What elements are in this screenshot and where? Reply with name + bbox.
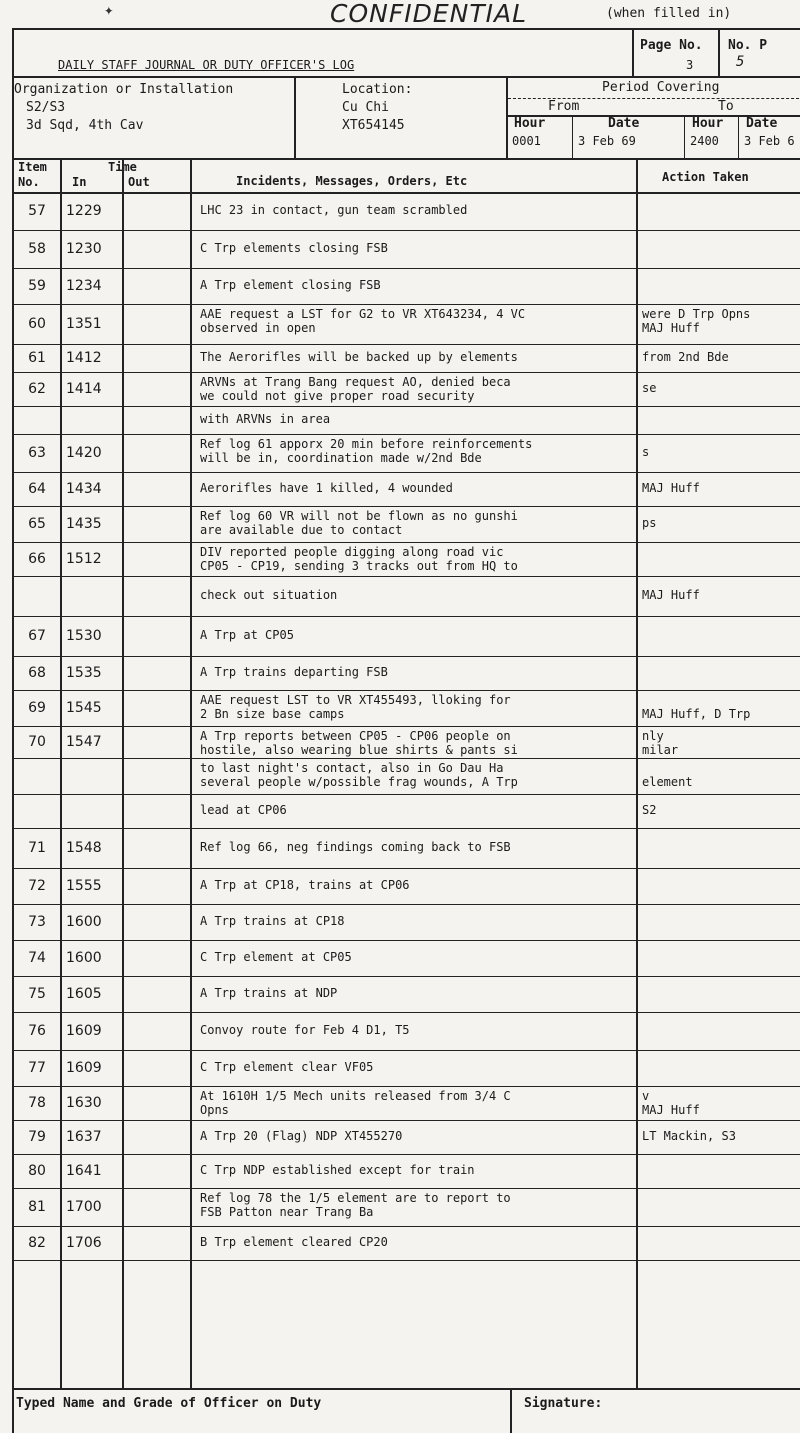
- entry-number: 58: [28, 241, 46, 257]
- entry-number: 73: [28, 914, 46, 930]
- time-out-label: Out: [128, 175, 150, 189]
- from-hour-value: 0001: [512, 134, 541, 148]
- log-entry: [14, 230, 800, 269]
- entry-number: 70: [28, 734, 46, 750]
- action-taken: from 2nd Bde: [642, 350, 729, 364]
- log-entry: [14, 1188, 800, 1227]
- page-number-label: Page No.: [640, 38, 703, 53]
- log-entry: [14, 542, 800, 577]
- time-label: Time: [108, 160, 137, 174]
- time-header: [62, 160, 192, 194]
- log-entry: [14, 828, 800, 869]
- entry-text: A Trp element closing FSB: [200, 278, 381, 292]
- entry-text: lead at CP06: [200, 803, 287, 817]
- location-grid: XT654145: [342, 118, 405, 133]
- period-label: Period Covering: [602, 80, 720, 95]
- time-in: 1230: [66, 241, 102, 257]
- action-taken: ps: [642, 516, 657, 530]
- entry-number: 65: [28, 516, 46, 532]
- time-in: 1412: [66, 350, 102, 366]
- footer-divider: [510, 1390, 512, 1433]
- time-in: 1530: [66, 628, 102, 644]
- action-label: Action Taken: [662, 170, 749, 184]
- entry-number: 72: [28, 878, 46, 894]
- action-taken: element: [642, 775, 693, 789]
- entry-text: AAE request LST to VR XT455493, lloking for 2 Bn size base camps: [200, 693, 511, 721]
- action-taken: LT Mackin, S3: [642, 1129, 736, 1143]
- organization-unit: S2/S3: [26, 100, 66, 115]
- time-in-label: In: [72, 175, 87, 189]
- entry-text: C Trp NDP established except for train: [200, 1163, 475, 1177]
- item-label: Item: [18, 160, 47, 174]
- log-entry: [14, 758, 800, 795]
- time-in: 1229: [66, 203, 102, 219]
- from-hour-label: Hour: [514, 116, 546, 131]
- from-hour-cell: [508, 116, 573, 158]
- time-in: 1435: [66, 516, 102, 532]
- action-taken: MAJ Huff: [642, 588, 700, 602]
- time-in: 1351: [66, 316, 102, 332]
- log-table: [12, 158, 800, 1400]
- entry-text: A Trp trains at CP18: [200, 914, 345, 928]
- entry-number: 79: [28, 1129, 46, 1145]
- entry-text: check out situation: [200, 588, 338, 602]
- time-in: 1420: [66, 445, 102, 461]
- entry-number: 62: [28, 381, 46, 397]
- time-in: 1600: [66, 950, 102, 966]
- log-entry: [14, 726, 800, 759]
- entry-text: Ref log 60 VR will not be flown as no gunshi are available due to contact: [200, 509, 518, 537]
- action-taken: were D Trp Opns MAJ Huff: [642, 307, 751, 335]
- to-label: To: [718, 99, 734, 114]
- entry-text: to last night's contact, also in Go Dau Ha several people w/possible frag wounds, A Trp: [200, 761, 518, 789]
- log-entry: [14, 656, 800, 691]
- entry-number: 59: [28, 278, 46, 294]
- action-taken: s: [642, 445, 650, 459]
- item-no-header: [14, 160, 62, 194]
- time-in: 1609: [66, 1023, 102, 1039]
- title-cell: [14, 30, 634, 78]
- log-entry: [14, 690, 800, 727]
- stray-mark: ✦: [104, 0, 114, 19]
- entry-text: DIV reported people digging along road vic CP05 - CP19, sending 3 tracks out from HQ to: [200, 545, 518, 573]
- to-hour-value: 2400: [690, 134, 719, 148]
- entry-text: A Trp reports between CP05 - CP06 people on hostile, also wearing blue shirts & pants si: [200, 729, 518, 757]
- log-entry: [14, 976, 800, 1013]
- log-entry: [14, 1050, 800, 1087]
- entry-number: 74: [28, 950, 46, 966]
- log-entry: [14, 268, 800, 305]
- entry-text: A Trp 20 (Flag) NDP XT455270: [200, 1129, 403, 1143]
- time-in: 1512: [66, 551, 102, 567]
- from-date-value: 3 Feb 69: [578, 134, 636, 148]
- time-in: 1434: [66, 481, 102, 497]
- entry-number: 60: [28, 316, 46, 332]
- log-entry: [14, 940, 800, 977]
- from-date-cell: [574, 116, 685, 158]
- action-taken: nly milar: [642, 729, 679, 757]
- entry-number: 76: [28, 1023, 46, 1039]
- entry-text: Ref log 61 apporx 20 min before reinforcements will be in, coordination made w/2nd Bde: [200, 437, 533, 465]
- action-taken: MAJ Huff, D Trp: [642, 707, 751, 721]
- entry-text: The Aerorifles will be backed up by elements: [200, 350, 518, 364]
- log-entry: [14, 794, 800, 829]
- time-in: 1234: [66, 278, 102, 294]
- time-in: 1630: [66, 1095, 102, 1111]
- entry-text: Convoy route for Feb 4 D1, T5: [200, 1023, 410, 1037]
- time-in: 1545: [66, 700, 102, 716]
- classification-note: (when filled in): [606, 6, 732, 21]
- log-entry: [14, 1154, 800, 1189]
- to-date-label: Date: [746, 116, 778, 131]
- log-entry: [14, 904, 800, 941]
- entry-number: 81: [28, 1199, 46, 1215]
- action-taken: se: [642, 381, 657, 395]
- entry-text: B Trp element cleared CP20: [200, 1235, 388, 1249]
- location-name: Cu Chi: [342, 100, 389, 115]
- log-entry: [14, 472, 800, 507]
- log-entry: [14, 304, 800, 345]
- organization-name: 3d Sqd, 4th Cav: [26, 118, 144, 133]
- entry-text: LHC 23 in contact, gun team scrambled: [200, 203, 468, 217]
- time-in: 1535: [66, 665, 102, 681]
- from-label: From: [548, 99, 580, 114]
- entry-number: 69: [28, 700, 46, 716]
- entry-text: ARVNs at Trang Bang request AO, denied beca we could not give proper road security: [200, 375, 511, 403]
- typed-name-label: Typed Name and Grade of Officer on Duty: [16, 1396, 322, 1411]
- log-entry: [14, 344, 800, 373]
- from-date-label: Date: [608, 116, 640, 131]
- entry-number: 66: [28, 551, 46, 567]
- entry-text: At 1610H 1/5 Mech units released from 3/4 C Opns: [200, 1089, 511, 1117]
- entry-text: Ref log 78 the 1/5 element are to report to FSB Patton near Trang Ba: [200, 1191, 511, 1219]
- time-in: 1548: [66, 840, 102, 856]
- entry-text: A Trp trains at NDP: [200, 986, 338, 1000]
- time-in: 1555: [66, 878, 102, 894]
- entry-number: 63: [28, 445, 46, 461]
- pages-count-label: No. P: [728, 38, 768, 53]
- time-in: 1641: [66, 1163, 102, 1179]
- period-covering-cell: [508, 78, 800, 158]
- to-hour-cell: [686, 116, 739, 158]
- action-taken: MAJ Huff: [642, 481, 700, 495]
- to-hour-label: Hour: [692, 116, 724, 131]
- from-to-row: [508, 98, 800, 117]
- entry-number: 77: [28, 1060, 46, 1076]
- log-entry: [14, 506, 800, 543]
- log-entry: [14, 576, 800, 617]
- entry-text: AAE request a LST for G2 to VR XT643234, 4 VC observed in open: [200, 307, 526, 335]
- entry-text: A Trp at CP18, trains at CP06: [200, 878, 410, 892]
- log-entry: [14, 868, 800, 905]
- organization-label: Organization or Installation: [14, 82, 234, 97]
- entry-text: with ARVNs in area: [200, 412, 331, 426]
- time-in: 1700: [66, 1199, 102, 1215]
- signature-label: Signature:: [524, 1396, 603, 1411]
- entry-number: 71: [28, 840, 46, 856]
- time-in: 1637: [66, 1129, 102, 1145]
- log-entry: [14, 406, 800, 435]
- incidents-header: [192, 160, 800, 194]
- entry-text: A Trp at CP05: [200, 628, 294, 642]
- location-cell: [296, 78, 508, 158]
- entry-number: 82: [28, 1235, 46, 1251]
- classification-marking: CONFIDENTIAL: [330, 0, 560, 30]
- entry-number: 61: [28, 350, 46, 366]
- entry-number: 75: [28, 986, 46, 1002]
- entry-text: Aerorifles have 1 killed, 4 wounded: [200, 481, 453, 495]
- action-taken: v MAJ Huff: [642, 1089, 700, 1117]
- log-entry: [14, 1120, 800, 1155]
- entry-text: C Trp elements closing FSB: [200, 241, 388, 255]
- time-in: 1706: [66, 1235, 102, 1251]
- incidents-label: Incidents, Messages, Orders, Etc: [236, 174, 468, 188]
- log-entry: [14, 1086, 800, 1121]
- log-entry: [14, 434, 800, 473]
- entry-number: 80: [28, 1163, 46, 1179]
- pages-count-cell: [720, 30, 800, 78]
- journal-title: DAILY STAFF JOURNAL OR DUTY OFFICER'S LOG: [58, 58, 355, 72]
- entry-number: 67: [28, 628, 46, 644]
- page-number-value: 3: [686, 58, 694, 72]
- pages-count-value: 5: [736, 54, 745, 70]
- organization-cell: [14, 78, 296, 158]
- time-in: 1547: [66, 734, 102, 750]
- to-date-value: 3 Feb 6: [744, 134, 795, 148]
- location-label: Location:: [342, 82, 413, 97]
- log-entry: [14, 1226, 800, 1261]
- log-entry: [14, 372, 800, 407]
- journal-header: [12, 28, 800, 160]
- log-entry: [14, 192, 800, 231]
- log-entry: [14, 616, 800, 657]
- entry-number: 78: [28, 1095, 46, 1111]
- entry-text: C Trp element at CP05: [200, 950, 352, 964]
- to-date-cell: [740, 116, 800, 158]
- time-in: 1414: [66, 381, 102, 397]
- entry-number: 68: [28, 665, 46, 681]
- journal-footer: [12, 1388, 800, 1433]
- entry-number: 57: [28, 203, 46, 219]
- time-in: 1600: [66, 914, 102, 930]
- entry-text: Ref log 66, neg findings coming back to FSB: [200, 840, 511, 854]
- entry-number: 64: [28, 481, 46, 497]
- entry-text: C Trp element clear VF05: [200, 1060, 374, 1074]
- no-label: No.: [18, 175, 40, 189]
- time-in: 1609: [66, 1060, 102, 1076]
- time-in: 1605: [66, 986, 102, 1002]
- action-taken: S2: [642, 803, 657, 817]
- entry-text: A Trp trains departing FSB: [200, 665, 388, 679]
- page-number-cell: [634, 30, 720, 78]
- log-entry: [14, 1012, 800, 1051]
